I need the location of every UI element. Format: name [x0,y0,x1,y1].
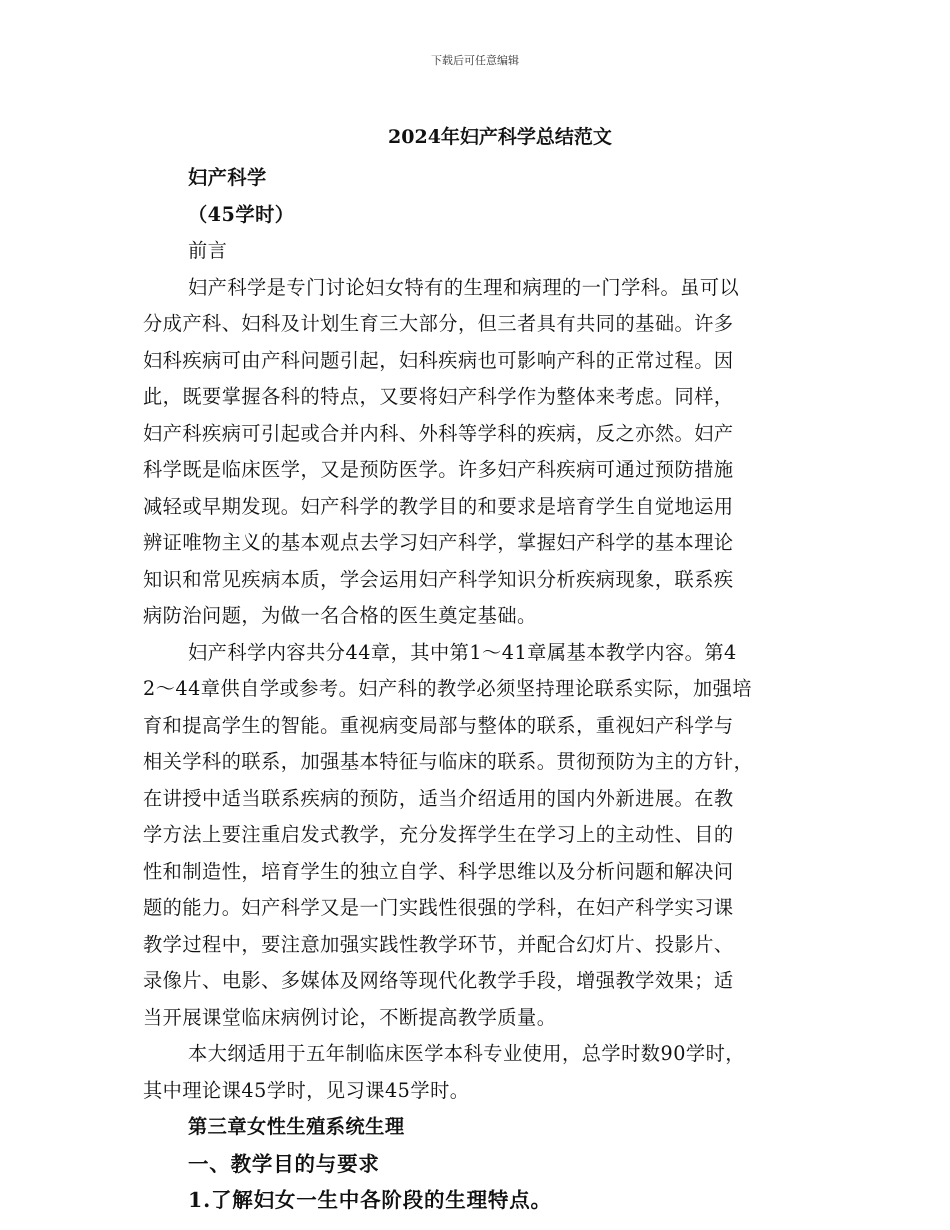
paragraph-line: 本大纲适用于五年制临床医学本科专业使用，总学时数90学时， [188,1042,745,1065]
requirement-item: 1.了解妇女一生中各阶段的生理特点。 [188,1188,552,1212]
paragraph-line: 病防治问题，为做一名合格的医生奠定基础。 [143,604,537,627]
paragraph-line: 题的能力。妇产科学又是一门实践性很强的学科，在妇产科学实习课 [143,896,734,919]
document-title: 2024年妇产科学总结范文 [388,126,612,148]
page-header-note: 下载后可任意编辑 [431,54,519,67]
preface-heading: 前言 [188,239,228,262]
paragraph-line: 相关学科的联系，加强基本特征与临床的联系。贯彻预防为主的方针， [143,750,754,773]
paragraph-line: 录像片、电影、多媒体及网络等现代化教学手段，增强教学效果；适 [143,969,734,992]
paragraph-line: 妇产科学内容共分44章，其中第1～41章属基本教学内容。第4 [188,640,737,664]
paragraph-line: 2～44章供自学或参考。妇产科的教学必须坚持理论联系实际，加强培 [143,677,753,700]
paragraph-line: 当开展课堂临床病例讨论，不断提高教学质量。 [143,1005,557,1029]
hours-label: （45学时） [188,202,295,226]
subject-heading: 妇产科学 [188,166,267,189]
paragraph-line: 在讲授中适当联系疾病的预防，适当介绍适用的国内外新进展。在教 [143,786,734,810]
paragraph-line: 科学既是临床医学，又是预防医学。许多妇产科疾病可通过预防措施 [143,458,734,481]
section-heading: 一、教学目的与要求 [188,1151,380,1176]
paragraph-line: 学方法上要注重启发式教学，充分发挥学生在学习上的主动性、目的 [143,823,734,846]
paragraph-line: 辨证唯物主义的基本观点去学习妇产科学，掌握妇产科学的基本理论 [143,531,734,554]
paragraph-line: 分成产科、妇科及计划生育三大部分，但三者具有共同的基础。许多 [143,312,734,335]
chapter-heading: 第三章女性生殖系统生理 [188,1115,405,1138]
paragraph-line: 教学过程中，要注意加强实践性教学环节，并配合幻灯片、投影片、 [143,932,734,956]
paragraph-line: 妇科疾病可由产科问题引起，妇科疾病也可影响产科的正常过程。因 [143,348,734,372]
paragraph-line: 知识和常见疾病本质，学会运用妇产科学知识分析疾病现象，联系疾 [143,567,734,591]
document-body [143,160,813,1219]
paragraph-line: 育和提高学生的智能。重视病变局部与整体的联系，重视妇产科学与 [143,713,734,737]
paragraph-line: 性和制造性，培育学生的独立自学、科学思维以及分析问题和解决问 [143,859,734,883]
paragraph-line: 减轻或早期发现。妇产科学的教学目的和要求是培育学生自觉地运用 [143,494,734,518]
paragraph-line: 妇产科疾病可引起或合并内科、外科等学科的疾病，反之亦然。妇产 [143,421,734,445]
paragraph-line: 其中理论课45学时，见习课45学时。 [143,1078,470,1102]
paragraph-line: 妇产科学是专门讨论妇女特有的生理和病理的一门学科。虽可以 [188,275,740,299]
paragraph-line: 此，既要掌握各科的特点，又要将妇产科学作为整体来考虑。同样， [143,385,734,408]
